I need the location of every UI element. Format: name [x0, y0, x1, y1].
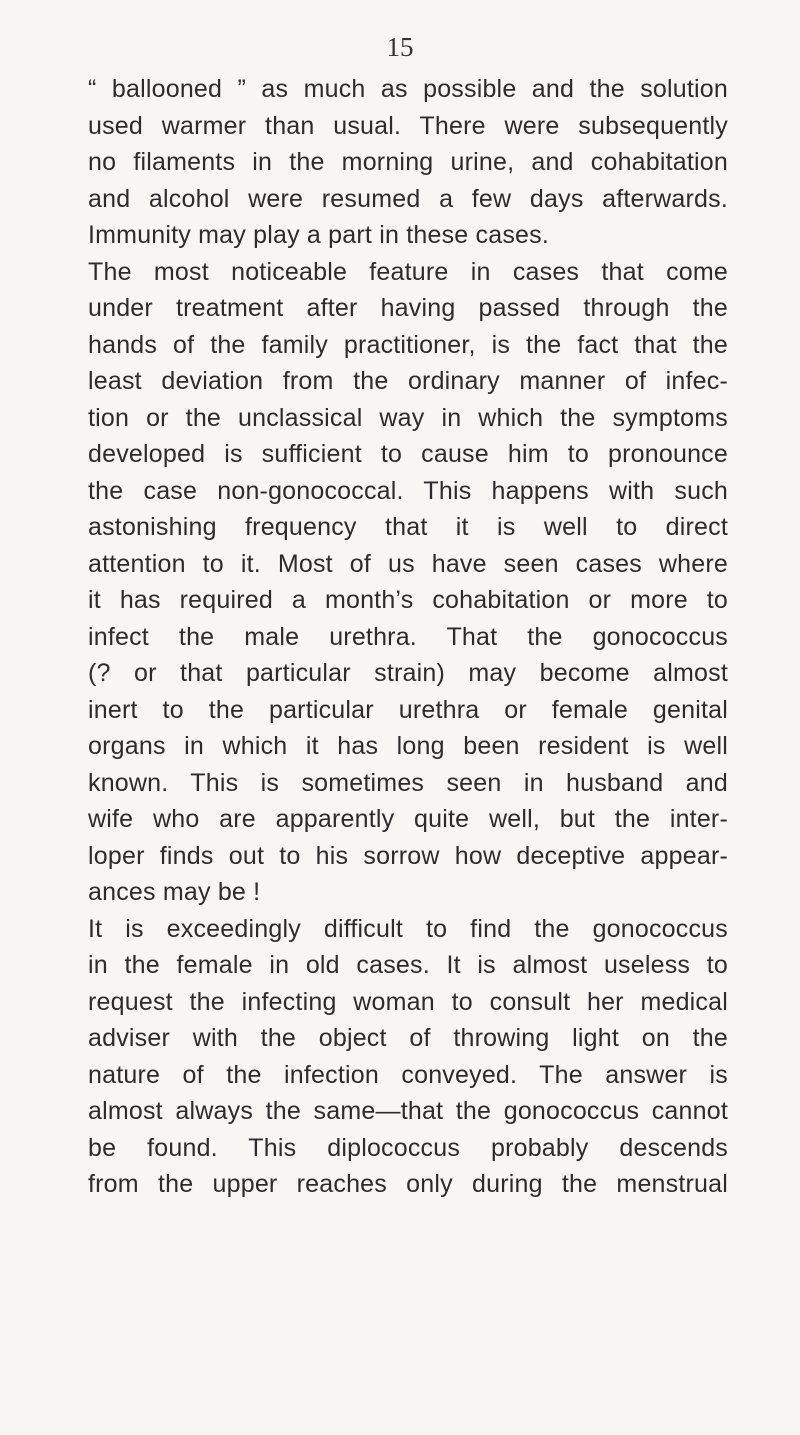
text-line: adviser with the object of throwing light on the: [88, 1024, 728, 1052]
text-line: attention to it. Most of us have seen cases where: [88, 549, 728, 578]
text-line: it has required a month’s cohabitation or more to: [88, 586, 728, 614]
text-line: (? or that particular strain) may become almost: [88, 659, 728, 687]
text-line: under treatment after having passed through the: [88, 294, 728, 322]
text-line: tion or the unclassical way in which the symptoms: [88, 403, 728, 432]
text-line: in the female in old cases. It is almost useless to: [88, 951, 728, 979]
text-line: almost always the same—that the gonococcus cannot: [88, 1097, 728, 1125]
text-line: inert to the particular urethra or female genital: [88, 695, 728, 724]
text-line: “ ballooned ” as much as possible and the solution: [88, 75, 728, 103]
text-line: The most noticeable feature in cases that come: [88, 257, 728, 286]
text-line: request the infecting woman to consult her medical: [88, 987, 728, 1016]
text-line: It is exceedingly difficult to find the gonococcus: [88, 914, 728, 943]
text-line: wife who are apparently quite well, but the inter-: [88, 805, 728, 833]
text-line: least deviation from the ordinary manner of infec-: [88, 367, 728, 395]
text-line: from the upper reaches only during the menstrual: [88, 1170, 728, 1198]
text-line: astonishing frequency that it is well to direct: [88, 513, 728, 541]
body-text: [88, 71, 728, 1203]
text-line: developed is sufficient to cause him to pronounce: [88, 440, 728, 468]
text-line: hands of the family practitioner, is the fact that the: [88, 330, 728, 359]
text-line: be found. This diplococcus probably descends: [88, 1133, 728, 1162]
page-number: 15: [386, 32, 414, 62]
text-line: ances may be !: [88, 878, 261, 906]
text-line: loper finds out to his sorrow how deceptive appear-: [88, 841, 728, 870]
text-line: organs in which it has long been resident is well: [88, 732, 728, 760]
text-line: the case non-gonococcal. This happens with such: [88, 476, 728, 505]
text-line: nature of the infection conveyed. The answer is: [88, 1060, 728, 1089]
text-line: Immunity may play a part in these cases.: [88, 221, 549, 249]
text-line: no filaments in the morning urine, and cohabitation: [88, 148, 728, 176]
text-line: infect the male urethra. That the gonococcus: [88, 622, 728, 651]
text-line: known. This is sometimes seen in husband and: [88, 768, 728, 797]
text-line: used warmer than usual. There were subsequently: [88, 111, 728, 140]
text-line: and alcohol were resumed a few days afterwards.: [88, 184, 728, 213]
